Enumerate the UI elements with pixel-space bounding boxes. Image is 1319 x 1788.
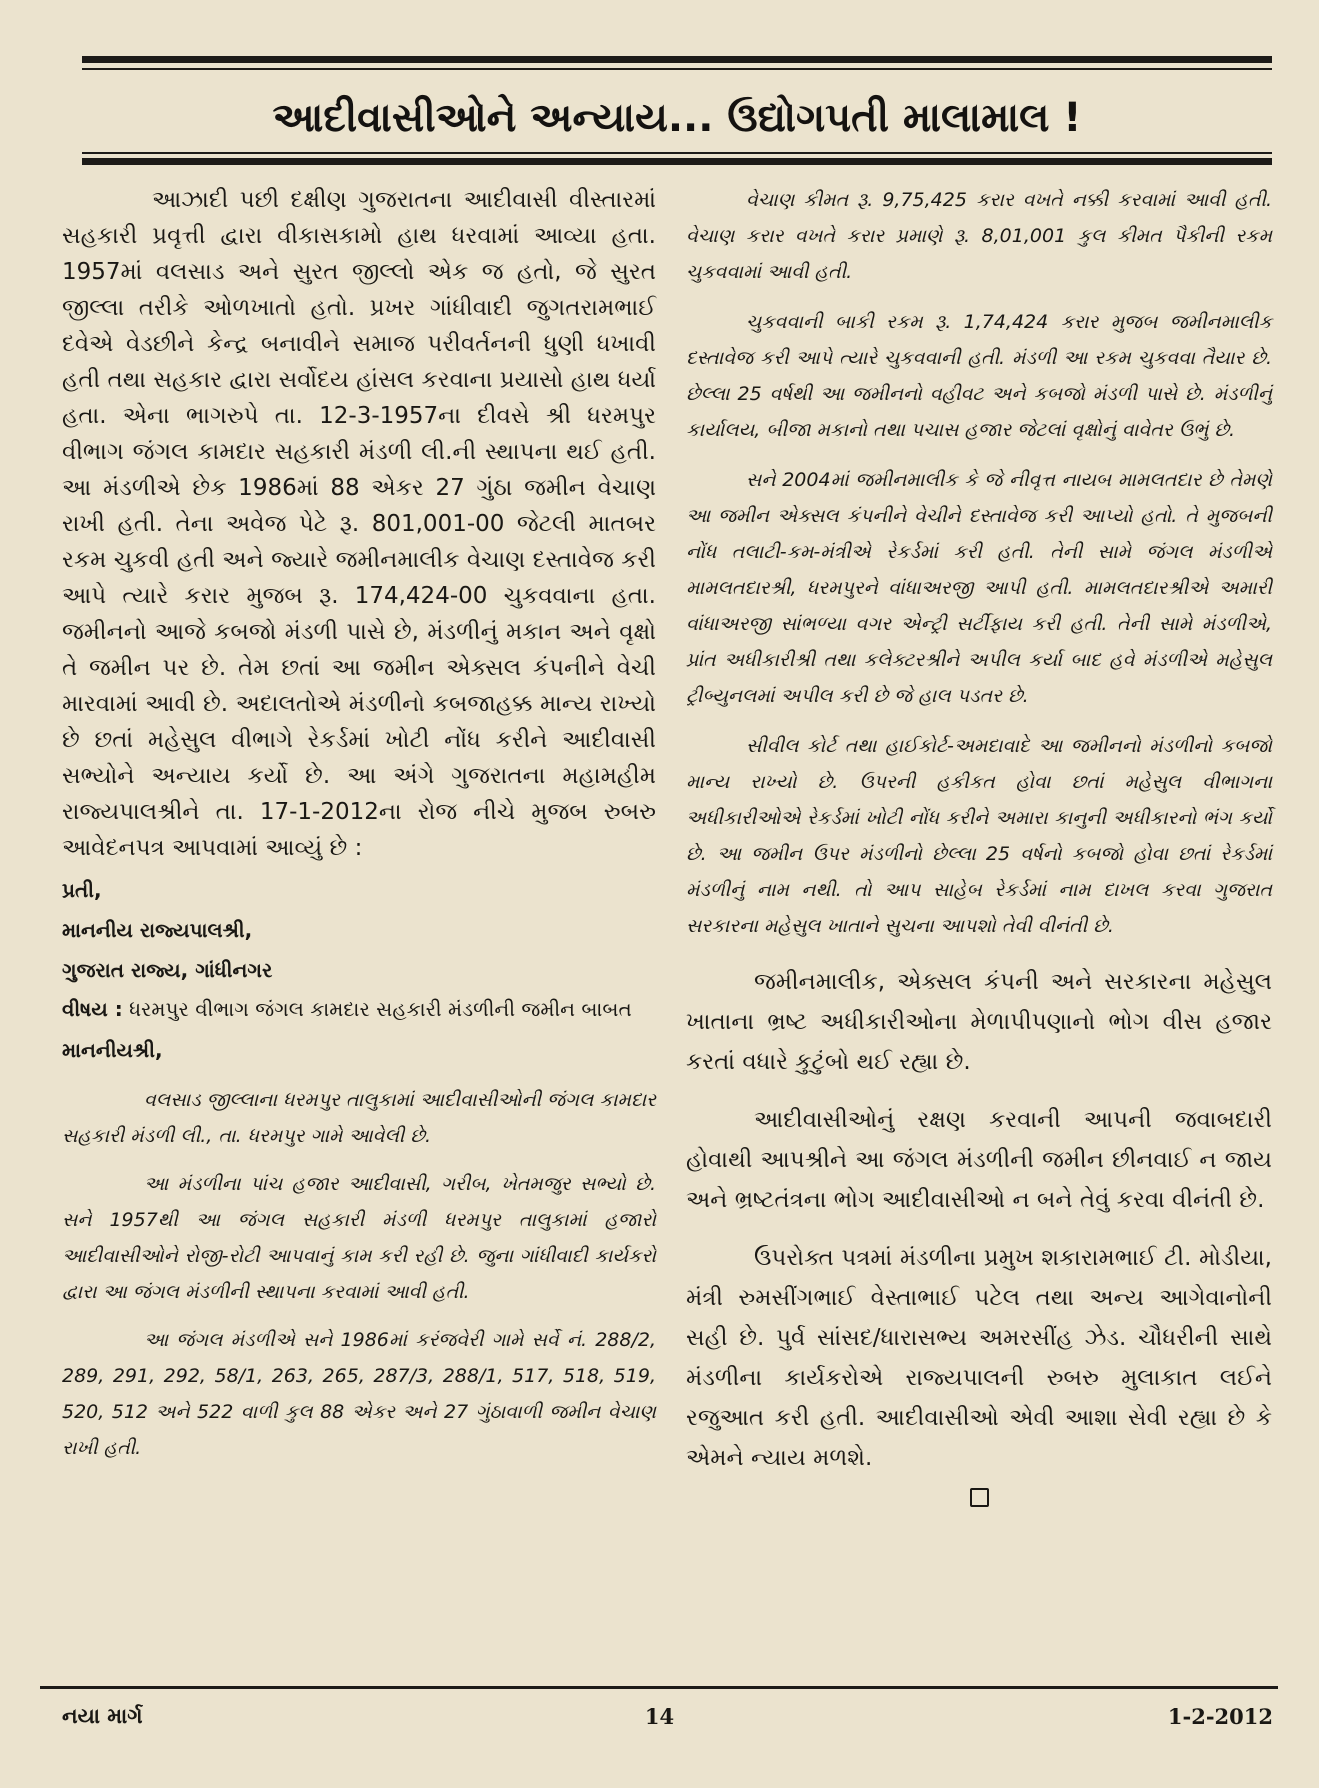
footer-rule — [40, 1686, 1278, 1689]
top-rule-thin — [82, 68, 1272, 70]
letter-governor-line: માનનીય રાજ્યપાલશ્રી, — [62, 918, 253, 942]
footer-date: 1-2-2012 — [1167, 1704, 1273, 1729]
letter-paragraph-4: વેચાણ કીમત રૂ. 9,75,425 કરાર વખતે નક્કી કરવામાં આવી હતી. વેચાણ કરાર વખતે કરાર પ્રમાણે રૂ. 8,01,001 કુલ કીમત પૈકીની રકમ ચુકવવામાં આવી હતી. — [686, 189, 1272, 283]
letter-paragraph-3: આ જંગલ મંડળીએ સને 1986માં કરંજવેરી ગામે સર્વે નં. 288/2, 289, 291, 292, 58/1, 263, 265, 287/3, 288/1, 517, 518, 519, 520, 512 અને 522 વાળી કુલ 88 એકર અને 27 ગુંઠાવાળી જમીન વેચાણ રાખી હતી. — [62, 1329, 656, 1459]
letter-to-line: પ્રતી, — [62, 878, 102, 902]
subject-text: ધરમપુર વીભાગ જંગલ કામદાર સહકારી મંડળીની જમીન બાબત — [129, 997, 632, 1021]
article-headline: આદીવાસીઓને અન્યાય... ઉદ્યોગપતી માલામાલ ! — [272, 95, 1082, 141]
letter-paragraph-5: ચુકવવાની બાકી રકમ રૂ. 1,74,424 કરાર મુજબ જમીનમાલીક દસ્તાવેજ કરી આપે ત્યારે ચુકવવાની હતી. મંડળી આ રકમ ચુકવવા તૈયાર છે. છેલ્લા 25 વર્ષથી આ જમીનનો વહીવટ અને કબજો મંડળી પાસે છે. મંડળીનું કાર્યાલય, બીજા મકાનો તથા પચાસ હજાર જેટલાં વૃક્ષોનું વાવેતર ઉભું છે. — [686, 311, 1272, 441]
body-paragraph-3: ઉપરોક્ત પત્રમાં મંડળીના પ્રમુખ શકારામભાઈ ટી. મોડીયા, મંત્રી રુમસીંગભાઈ વેસ્તાભાઈ પટેલ તથા અન્ય આગેવાનોની સહી છે. પુર્વ સાંસદ/ધારાસભ્ય અમરસીંહ ઝેડ. ચૌધરીની સાથે મંડળીના કાર્યકરોએ રાજ્યપાલની રુબરુ મુલાકાત લઈને રજુઆત કરી હતી. આદીવાસીઓ એવી આશા સેવી રહ્યા છે કે એમને ન્યાય મળશે. — [686, 1245, 1272, 1471]
subject-label: વીષય : — [62, 997, 123, 1021]
letter-state-line: ગુજરાત રાજ્ય, ગાંધીનગર — [62, 958, 273, 982]
letter-salutation: માનનીયશ્રી, — [62, 1038, 163, 1062]
right-column — [686, 182, 1272, 1507]
letter-subject — [62, 994, 656, 1024]
letter-paragraph-1: વલસાડ જીલ્લાના ધરમપુર તાલુકામાં આદીવાસીઓની જંગલ કામદાર સહકારી મંડળી લી., તા. ધરમપુર ગામે આવેલી છે. — [62, 1089, 656, 1147]
body-paragraph-2: આદીવાસીઓનું રક્ષણ કરવાની આપની જવાબદારી હોવાથી આપશ્રીને આ જંગલ મંડળીની જમીન છીનવાઈ ન જાય અને ભ્રષ્ટતંત્રના ભોગ આદીવાસીઓ ન બને તેવું કરવા વીનંતી છે. — [686, 1107, 1272, 1213]
letter-paragraph-2: આ મંડળીના પાંચ હજાર આદીવાસી, ગરીબ, ખેતમજુર સભ્યો છે. સને 1957થી આ જંગલ સહકારી મંડળી ધરમપુર તાલુકામાં હજારો આદીવાસીઓને રોજી-રોટી આપવાનું કામ કરી રહી છે. જુના ગાંધીવાદી કાર્યકરો દ્વારા આ જંગલ મંડળીની સ્થાપના કરવામાં આવી હતી. — [62, 1173, 656, 1303]
footer-publication-name: નયા માર્ગ — [62, 1704, 143, 1728]
top-rule-thick — [82, 56, 1272, 63]
intro-paragraph: આઝાદી પછી દક્ષીણ ગુજરાતના આદીવાસી વીસ્તારમાં સહકારી પ્રવૃત્તી દ્વારા વીકાસકામો હાથ ધરવામાં આવ્યા હતા. 1957માં વલસાડ અને સુરત જીલ્લો એક જ હતો, જે સુરત જીલ્લા તરીકે ઓળખાતો હતો. પ્રખર ગાંધીવાદી જુગતરામભાઈ દવેએ વેડછીને કેન્દ્ર બનાવીને સમાજ પરીવર્તનની ધુણી ધખાવી હતી તથા સહકાર દ્વારા સર્વોદય હાંસલ કરવાના પ્રયાસો હાથ ધર્યા હતા. એના ભાગરુપે તા. 12-3-1957ના દીવસે શ્રી ધરમપુર વીભાગ જંગલ કામદાર સહકારી મંડળી લી.ની સ્થાપના થઈ હતી. આ મંડળીએ છેક 1986માં 88 એકર 27 ગુંઠા જમીન વેચાણ રાખી હતી. તેના અવેજ પેટે રૂ. 801,001-00 જેટલી માતબર રકમ ચુકવી હતી અને જ્યારે જમીનમાલીક વેચાણ દસ્તાવેજ કરી આપે ત્યારે કરાર મુજબ રૂ. 174,424-00 ચુકવવાના હતા. જમીનનો આજે કબજો મંડળી પાસે છે, મંડળીનું મકાન અને વૃક્ષો તે જમીન પર છે. તેમ છતાં આ જમીન એક્સલ કંપનીને વેચી મારવામાં આવી છે. અદાલતોએ મંડળીનો કબજાહક્ક માન્ય રાખ્યો છે છતાં મહેસુલ વીભાગે રેકર્ડમાં ખોટી નોંધ કરીને આદીવાસી સભ્યોને અન્યાય કર્યો છે. આ અંગે ગુજરાતના મહામહીમ રાજ્યપાલશ્રીને તા. 17-1-2012ના રોજ નીચે મુજબ રુબરુ આવેદનપત્ર આપવામાં આવ્યું છે : — [62, 187, 656, 861]
left-column — [62, 182, 656, 1466]
footer-page-number: 14 — [644, 1704, 675, 1729]
end-of-article-box-icon — [970, 1488, 989, 1507]
headline-rule-thick — [82, 158, 1272, 165]
letter-paragraph-6: સને 2004માં જમીનમાલીક કે જે નીવૃત્ત નાયબ મામલતદાર છે તેમણે આ જમીન એક્સલ કંપનીને વેચીને દસ્તાવેજ કરી આપ્યો હતો. તે મુજબની નોંધ તલાટી-કમ-મંત્રીએ રેકર્ડમાં કરી હતી. તેની સામે જંગલ મંડળીએ મામલતદારશ્રી, ધરમપુરને વાંધાઅરજી આપી હતી. મામલતદારશ્રીએ અમારી વાંધાઅરજી સાંભળ્યા વગર એન્ટ્રી સર્ટીફાય કરી હતી. તેની સામે મંડળીએ, પ્રાંત અધીકારીશ્રી તથા કલેક્ટરશ્રીને અપીલ કર્યા બાદ હવે મંડળીએ મહેસુલ ટ્રીબ્યુનલમાં અપીલ કરી છે જે હાલ પડતર છે. — [686, 469, 1272, 707]
body-paragraph-1: જમીનમાલીક, એક્સલ કંપની અને સરકારના મહેસુલ ખાતાના ભ્રષ્ટ અધીકારીઓના મેળાપીપણાનો ભોગ વીસ હજાર કરતાં વધારે કુટુંબો થઈ રહ્યા છે. — [686, 969, 1272, 1075]
headline-rule-thin — [82, 152, 1272, 154]
letter-paragraph-7: સીવીલ કોર્ટ તથા હાઈકોર્ટ-અમદાવાદે આ જમીનનો મંડળીનો કબજો માન્ય રાખ્યો છે. ઉપરની હકીકત હોવા છતાં મહેસુલ વીભાગના અધીકારીઓએ રેકર્ડમાં ખોટી નોંધ કરીને અમારા કાનુની અધીકારનો ભંગ કર્યો છે. આ જમીન ઉપર મંડળીનો છેલ્લા 25 વર્ષનો કબજો હોવા છતાં રેકર્ડમાં મંડળીનું નામ નથી. તો આપ સાહેબ રેકર્ડમાં નામ દાખલ કરવા ગુજરાત સરકારના મહેસુલ ખાતાને સુચના આપશો તેવી વીનંતી છે. — [686, 735, 1272, 937]
